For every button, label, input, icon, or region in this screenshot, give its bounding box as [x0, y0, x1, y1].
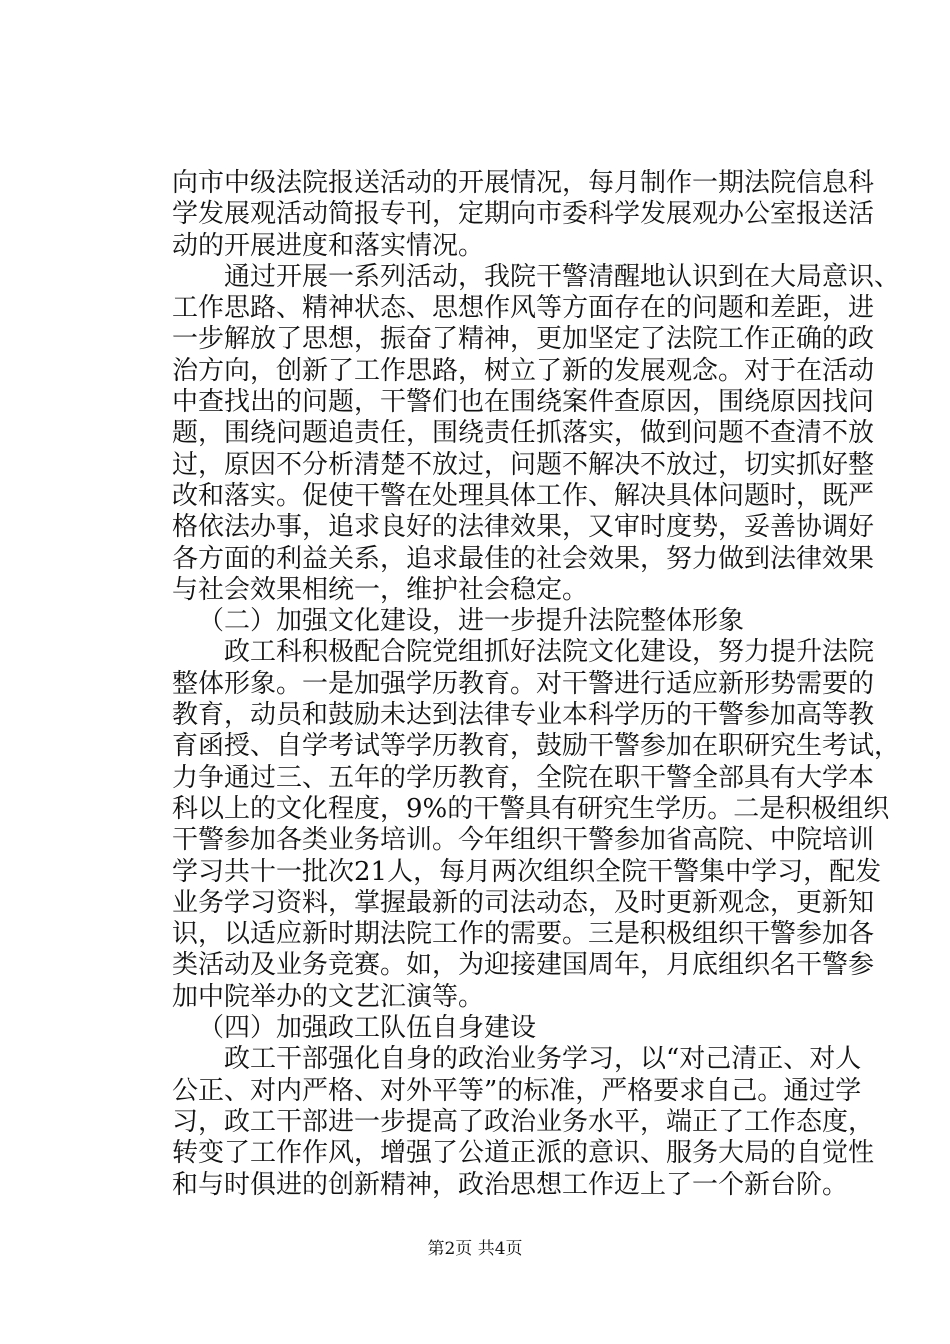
text-line: 干警参加各类业务培训。今年组织干警参加省高院、中院培训 — [172, 825, 875, 856]
text-line: 各方面的利益关系，追求最佳的社会效果，努力做到法律效果 — [172, 543, 875, 574]
text-line: 加中院举办的文艺汇演等。 — [172, 981, 485, 1012]
text-line: 习，政工干部进一步提高了政治业务水平，端正了工作态度， — [172, 1106, 875, 1137]
section-heading: （四）加强政工队伍自身建设 — [198, 1013, 537, 1044]
text-line: 整体形象。一是加强学历教育。对干警进行适应新形势需要的 — [172, 668, 875, 699]
text-line: 教育，动员和鼓励未达到法律专业本科学历的干警参加高等教 — [172, 700, 875, 731]
text-line: 类活动及业务竞赛。如，为迎接建国周年，月底组织名干警参 — [172, 950, 875, 981]
text-line: 治方向，创新了工作思路，树立了新的发展观念。对于在活动 — [172, 355, 875, 386]
text-line: 改和落实。促使干警在处理具体工作、解决具体问题时，既严 — [172, 480, 875, 511]
text-line: 向市中级法院报送活动的开展情况，每月制作一期法院信息科 — [172, 168, 875, 198]
text-line: 格依法办事，追求良好的法律效果，又审时度势，妥善协调好 — [172, 512, 875, 543]
paragraph-first-line: 政工干部强化自身的政治业务学习，以“对己清正、对人 — [224, 1044, 862, 1075]
text-line: 题，围绕问题追责任，围绕责任抓落实，做到问题不查清不放 — [172, 418, 875, 449]
text-line: 动的开展进度和落实情况。 — [172, 230, 485, 261]
document-body — [172, 168, 901, 1201]
text-line: 中查找出的问题，干警们也在围绕案件查原因，围绕原因找问 — [172, 387, 875, 418]
page-footer: 第2页 共4页 — [427, 1239, 523, 1259]
text-line: 力争通过三、五年的学历教育，全院在职干警全部具有大学本 — [172, 762, 875, 793]
paragraph-first-line: 政工科积极配合院党组抓好法院文化建设，努力提升法院 — [224, 637, 875, 668]
text-line: 过，原因不分析清楚不放过，问题不解决不放过，切实抓好整 — [172, 449, 875, 480]
text-line: 转变了工作作风，增强了公道正派的意识、服务大局的自觉性 — [172, 1138, 875, 1169]
text-line: 业务学习资料，掌握最新的司法动态，及时更新观念，更新知 — [172, 887, 875, 918]
section-heading: （二）加强文化建设，进一步提升法院整体形象 — [198, 606, 745, 637]
text-line: 与社会效果相统一，维护社会稳定。 — [172, 574, 589, 605]
text-line: 工作思路、精神状态、思想作风等方面存在的问题和差距，进 — [172, 293, 875, 324]
text-line: 识，以适应新时期法院工作的需要。三是积极组织干警参加各 — [172, 919, 875, 950]
paragraph-first-line: 通过开展一系列活动，我院干警清醒地认识到在大局意识、 — [224, 261, 901, 292]
text-line: 育函授、自学考试等学历教育，鼓励干警参加在职研究生考试， — [172, 731, 901, 762]
text-line: 一步解放了思想，振奋了精神，更加坚定了法院工作正确的政 — [172, 324, 875, 355]
text-line: 学发展观活动简报专刊，定期向市委科学发展观办公室报送活 — [172, 199, 875, 230]
text-line: 科以上的文化程度，9%的干警具有研究生学历。二是积极组织 — [172, 793, 890, 824]
text-line: 学习共十一批次21人，每月两次组织全院干警集中学习，配发 — [172, 856, 882, 887]
text-line: 和与时俱进的创新精神，政治思想工作迈上了一个新台阶。 — [172, 1169, 849, 1200]
text-line: 公正、对内严格、对外平等”的标准，严格要求自己。通过学 — [172, 1075, 862, 1106]
